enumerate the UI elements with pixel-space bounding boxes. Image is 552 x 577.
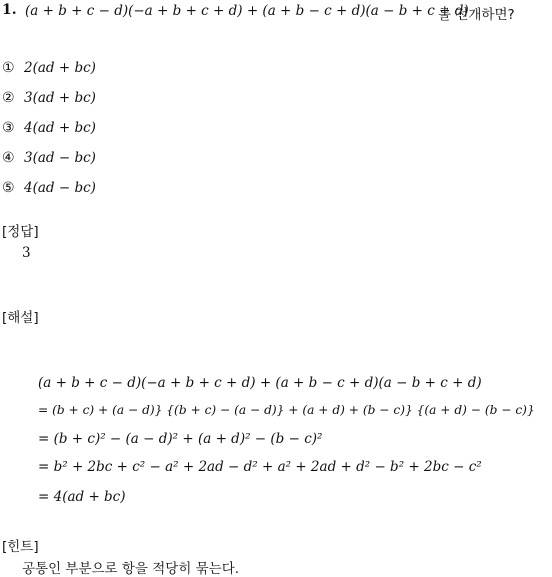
answer-value: 3 <box>22 245 31 261</box>
explanation-label: [해설] <box>2 310 39 326</box>
question-suffix: 를 전개하면? <box>438 7 515 23</box>
answer-label: [정답] <box>2 224 39 240</box>
hint-label: [힌트] <box>2 539 39 555</box>
choice-item <box>2 117 96 136</box>
explanation-line: = (b + c)² − (a − d)² + (a + d)² − (b − c)² <box>38 431 323 447</box>
choice-item <box>2 57 96 76</box>
explanation-line: (a + b + c − d)(−a + b + c + d) + (a + b − c + d)(a − b + c + d) <box>38 375 482 391</box>
explanation-line: = (b + c) + (a − d)} {(b + c) − (a − d)} + (a + d) + (b − c)} {(a + d) − (b − c)} <box>38 403 535 417</box>
choice-item <box>2 87 96 106</box>
choice-text: 2(ad + bc) <box>24 60 96 76</box>
choice-text: 3(ad − bc) <box>24 150 96 166</box>
hint-text: 공통인 부분으로 항을 적당히 묶는다. <box>22 561 240 577</box>
choice-mark: ① <box>2 60 15 76</box>
explanation-line: = b² + 2bc + c² − a² + 2ad − d² + a² + 2ad + d² − b² + 2bc − c² <box>38 459 482 475</box>
choice-text: 3(ad + bc) <box>24 90 96 106</box>
choice-item <box>2 177 96 196</box>
choice-text: 4(ad − bc) <box>24 180 96 196</box>
choice-mark: ④ <box>2 150 15 166</box>
question-number: 1. <box>2 2 17 18</box>
choice-item <box>2 147 96 166</box>
explanation-line: = 4(ad + bc) <box>38 489 126 505</box>
choice-mark: ⑤ <box>2 180 15 196</box>
choice-mark: ③ <box>2 120 15 136</box>
question-expression: (a + b + c − d)(−a + b + c + d) + (a + b − c + d)(a − b + c + d) <box>25 3 469 19</box>
choice-text: 4(ad + bc) <box>24 120 96 136</box>
choice-mark: ② <box>2 90 15 106</box>
